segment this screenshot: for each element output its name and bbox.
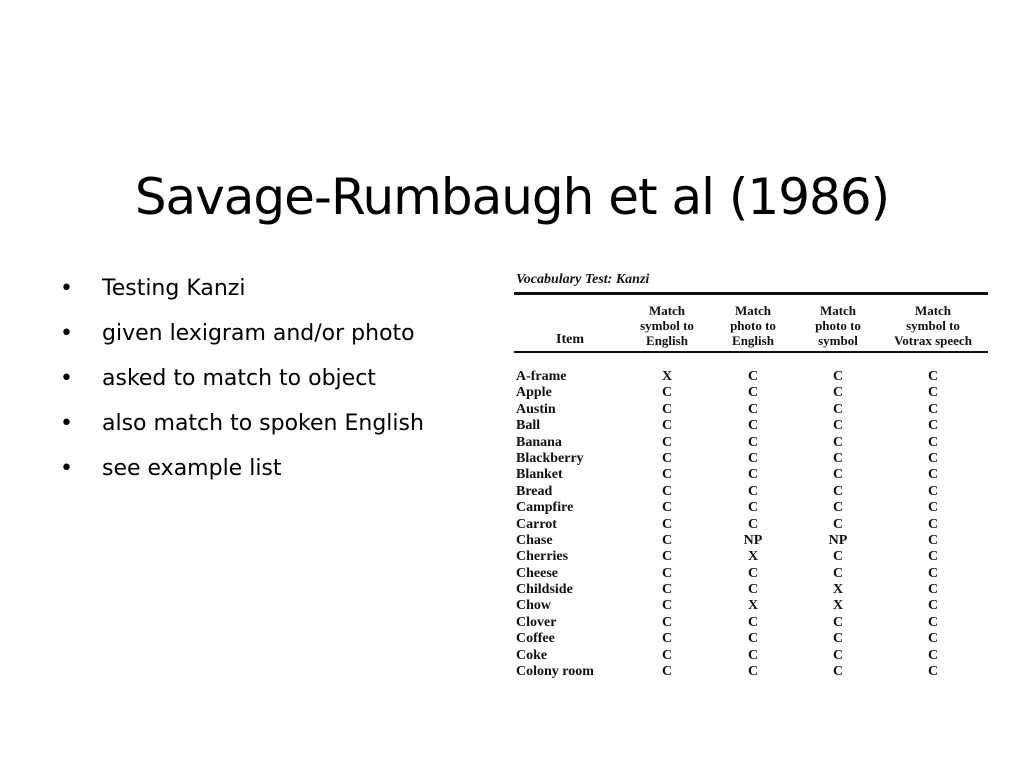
header-line: Match (914, 303, 952, 318)
cell-photo-to-symbol: X (832, 582, 844, 598)
header-line: symbol (818, 333, 858, 348)
slide-title: Savage-Rumbaugh et al (1986) (134, 168, 890, 226)
table-row (514, 369, 988, 385)
cell-photo-to-symbol: C (832, 549, 844, 565)
cell-photo-to-english: C (747, 614, 759, 630)
cell-item-name: Carrot (516, 516, 557, 532)
cell-item-name: Apple (516, 385, 552, 401)
cell-symbol-to-votrax: C (927, 450, 939, 466)
table-row (514, 451, 988, 467)
header-line: photo to (815, 318, 861, 333)
cell-symbol-to-votrax: C (927, 385, 939, 401)
cell-item-name: Childside (516, 582, 573, 598)
cell-item-name: Chase (516, 532, 553, 548)
cell-item-name: Cheese (516, 565, 558, 581)
cell-item-name: Banana (516, 434, 562, 450)
cell-photo-to-symbol: C (832, 516, 844, 532)
header-line: symbol to (640, 318, 694, 333)
cell-photo-to-symbol: C (832, 369, 844, 384)
cell-symbol-to-english: C (661, 631, 673, 647)
cell-photo-to-english: C (747, 418, 759, 434)
header-line: Match (648, 303, 686, 318)
table-row (514, 500, 988, 516)
cell-photo-to-symbol: C (832, 450, 844, 466)
cell-item-name: Coke (516, 647, 548, 663)
bullet-dot-icon: • (60, 366, 73, 391)
cell-symbol-to-english: C (661, 450, 673, 466)
header-symbol-to-english (626, 303, 708, 348)
bullet-dot-icon: • (60, 456, 73, 481)
header-line: Match (819, 303, 857, 318)
cell-item-name: Campfire (516, 500, 574, 516)
table-row (514, 664, 988, 680)
cell-photo-to-symbol: C (832, 483, 844, 499)
header-line: Votrax speech (894, 333, 972, 348)
cell-photo-to-english: C (747, 582, 759, 598)
bullet-text: see example list (102, 456, 282, 481)
cell-photo-to-symbol: C (832, 467, 844, 483)
cell-item-name: A-frame (516, 369, 567, 384)
cell-photo-to-english: C (747, 483, 759, 499)
cell-symbol-to-english: C (661, 532, 673, 548)
cell-symbol-to-english: C (661, 516, 673, 532)
cell-photo-to-english: C (747, 516, 759, 532)
cell-item-name: Coffee (516, 631, 555, 647)
table-row (514, 582, 988, 598)
cell-photo-to-symbol: C (832, 565, 844, 581)
cell-photo-to-symbol: C (832, 385, 844, 401)
bullet-text: also match to spoken English (102, 411, 424, 436)
cell-photo-to-english: C (747, 664, 759, 680)
cell-photo-to-english: C (747, 401, 759, 417)
table-row (514, 598, 988, 614)
cell-symbol-to-votrax: C (927, 369, 939, 384)
cell-symbol-to-votrax: C (927, 516, 939, 532)
cell-symbol-to-english: C (661, 664, 673, 680)
bullet-list (60, 268, 424, 493)
cell-symbol-to-votrax: C (927, 500, 939, 516)
cell-photo-to-symbol: C (832, 401, 844, 417)
cell-symbol-to-votrax: C (927, 549, 939, 565)
cell-symbol-to-english: C (661, 418, 673, 434)
cell-symbol-to-votrax: C (927, 664, 939, 680)
cell-symbol-to-english: C (661, 500, 673, 516)
cell-symbol-to-votrax: C (927, 434, 939, 450)
cell-symbol-to-english: C (661, 582, 673, 598)
header-line: English (732, 333, 774, 348)
vocabulary-table (514, 270, 988, 680)
table-row (514, 385, 988, 401)
cell-photo-to-english: C (747, 385, 759, 401)
cell-photo-to-english: C (747, 369, 759, 384)
cell-item-name: Colony room (516, 664, 594, 680)
bullet-dot-icon: • (60, 321, 73, 346)
bullet-text: given lexigram and/or photo (102, 321, 415, 346)
table-header (514, 295, 988, 351)
table-row (514, 549, 988, 565)
bullet-dot-icon: • (60, 276, 73, 301)
table-body (514, 369, 988, 680)
cell-symbol-to-english: C (661, 401, 673, 417)
cell-item-name: Clover (516, 614, 557, 630)
table-row (514, 484, 988, 500)
cell-symbol-to-english: C (661, 598, 673, 614)
cell-symbol-to-english: X (661, 369, 673, 384)
cell-photo-to-english: C (747, 467, 759, 483)
cell-photo-to-english: C (747, 500, 759, 516)
cell-symbol-to-votrax: C (927, 467, 939, 483)
cell-symbol-to-votrax: C (927, 483, 939, 499)
cell-symbol-to-english: C (661, 549, 673, 565)
cell-photo-to-english: X (747, 549, 759, 565)
cell-photo-to-english: X (747, 598, 759, 614)
header-line: symbol to (906, 318, 960, 333)
bullet-item (60, 403, 424, 448)
table-row (514, 435, 988, 451)
header-line: English (646, 333, 688, 348)
cell-symbol-to-votrax: C (927, 582, 939, 598)
table-row (514, 615, 988, 631)
cell-item-name: Ball (516, 418, 541, 434)
table-row (514, 648, 988, 664)
cell-symbol-to-english: C (661, 647, 673, 663)
cell-symbol-to-votrax: C (927, 401, 939, 417)
cell-item-name: Austin (516, 401, 556, 417)
table-row (514, 418, 988, 434)
cell-photo-to-english: C (747, 647, 759, 663)
cell-photo-to-symbol: NP (828, 532, 848, 548)
cell-photo-to-symbol: C (832, 500, 844, 516)
cell-photo-to-symbol: C (832, 647, 844, 663)
cell-photo-to-english: C (747, 450, 759, 466)
bullet-item (60, 448, 424, 493)
cell-photo-to-symbol: C (832, 631, 844, 647)
cell-symbol-to-votrax: C (927, 532, 939, 548)
header-photo-to-symbol (798, 303, 878, 348)
cell-symbol-to-votrax: C (927, 418, 939, 434)
cell-symbol-to-votrax: C (927, 565, 939, 581)
cell-symbol-to-votrax: C (927, 614, 939, 630)
table-row (514, 533, 988, 549)
cell-symbol-to-english: C (661, 385, 673, 401)
cell-symbol-to-english: C (661, 565, 673, 581)
cell-photo-to-english: NP (743, 532, 763, 548)
cell-symbol-to-english: C (661, 483, 673, 499)
cell-symbol-to-votrax: C (927, 598, 939, 614)
cell-item-name: Bread (516, 483, 553, 499)
table-caption: Vocabulary Test: Kanzi (516, 272, 650, 287)
cell-item-name: Blackberry (516, 450, 584, 466)
cell-item-name: Chow (516, 598, 552, 614)
bullet-item (60, 268, 424, 313)
header-line: photo to (730, 318, 776, 333)
bullet-dot-icon: • (60, 411, 73, 436)
cell-symbol-to-votrax: C (927, 631, 939, 647)
cell-photo-to-symbol: C (832, 434, 844, 450)
cell-photo-to-english: C (747, 565, 759, 581)
cell-item-name: Cherries (516, 549, 569, 565)
bullet-item (60, 313, 424, 358)
cell-photo-to-symbol: C (832, 418, 844, 434)
table-row (514, 402, 988, 418)
table-header-rule (514, 351, 988, 353)
header-photo-to-english (708, 303, 798, 348)
table-row (514, 517, 988, 533)
table-row (514, 566, 988, 582)
header-item: Item (556, 332, 584, 347)
cell-symbol-to-english: C (661, 614, 673, 630)
bullet-item (60, 358, 424, 403)
cell-photo-to-english: C (747, 631, 759, 647)
cell-photo-to-symbol: X (832, 598, 844, 614)
cell-photo-to-symbol: C (832, 614, 844, 630)
cell-symbol-to-english: C (661, 434, 673, 450)
header-symbol-to-votrax (878, 303, 988, 348)
cell-symbol-to-votrax: C (927, 647, 939, 663)
header-line: Match (734, 303, 772, 318)
cell-photo-to-english: C (747, 434, 759, 450)
table-row (514, 631, 988, 647)
cell-photo-to-symbol: C (832, 664, 844, 680)
cell-item-name: Blanket (516, 467, 563, 483)
cell-symbol-to-english: C (661, 467, 673, 483)
bullet-text: asked to match to object (102, 366, 376, 391)
table-row (514, 467, 988, 483)
bullet-text: Testing Kanzi (102, 276, 246, 301)
